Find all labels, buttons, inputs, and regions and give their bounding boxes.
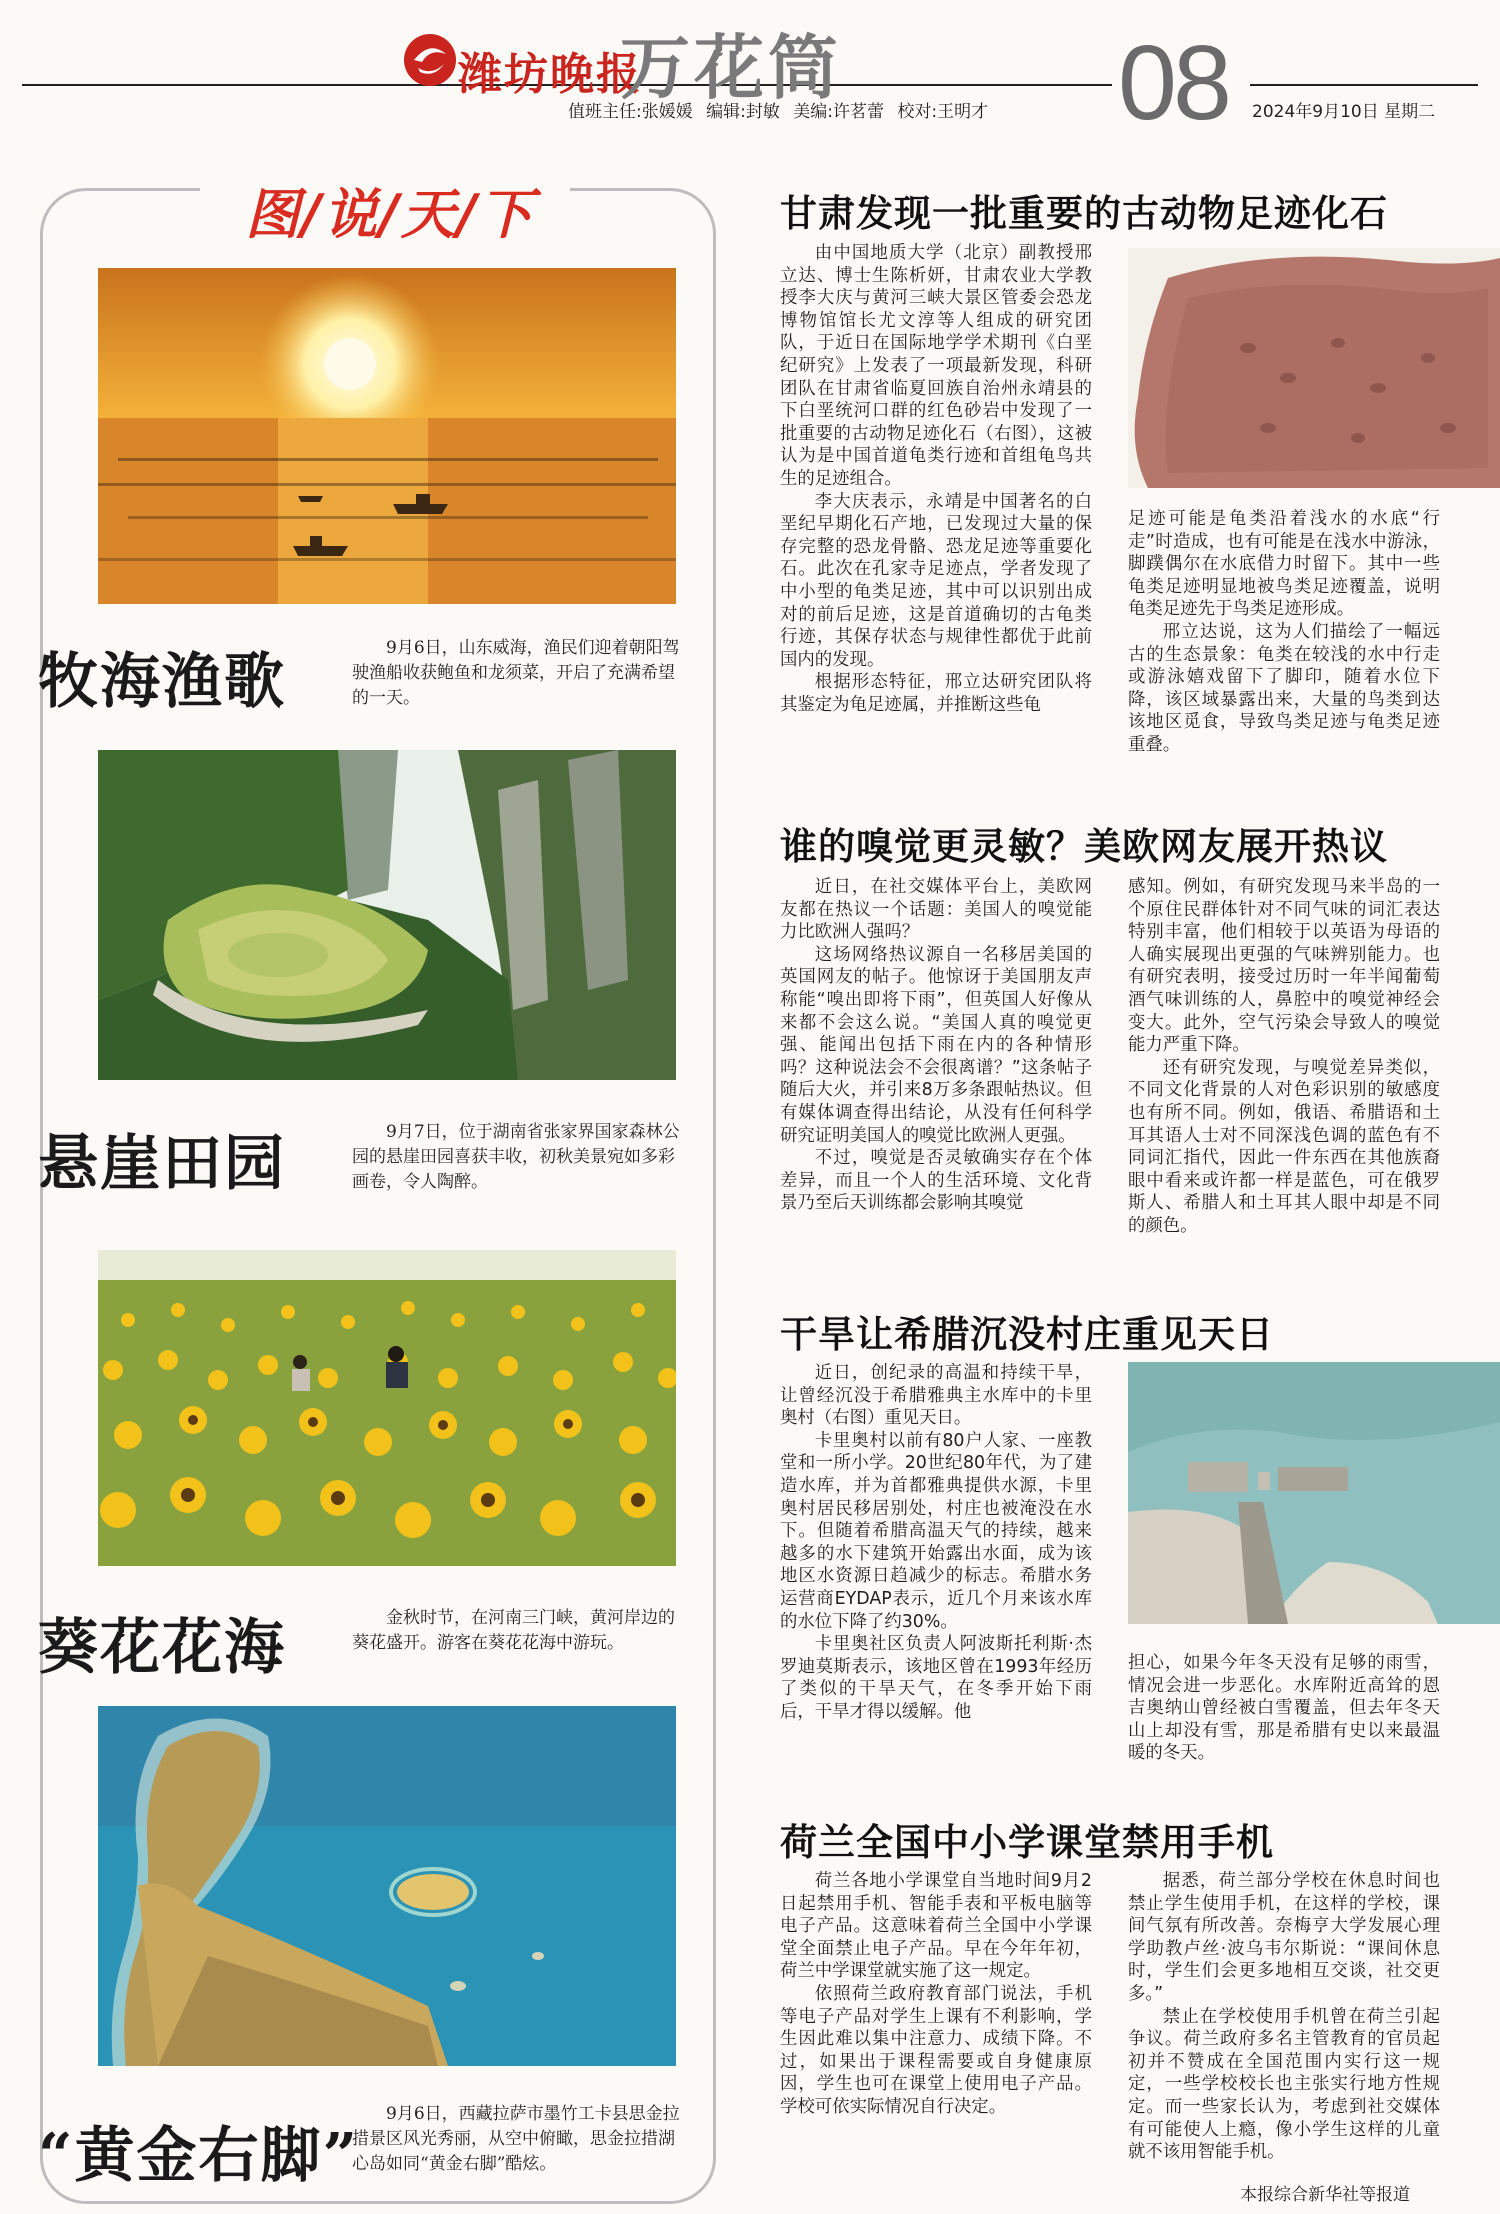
photo-title: 葵花花海 xyxy=(38,1613,286,1683)
paper-name: 潍坊晚报 xyxy=(458,49,642,100)
paragraph: 依照荷兰政府教育部门说法，手机等电子产品对学生上课有不利影响，学生因此难以集中注意力、成绩下降。不过，如果出于课程需要或自身健康原因，学生也可在课堂上使用电子产品。学校可依实际情况自行决定。 xyxy=(780,1983,1092,2117)
article-column xyxy=(1128,1652,1440,1765)
photo-footprint-fossil xyxy=(1128,248,1500,488)
page-number: 08 xyxy=(1118,24,1228,142)
photo-sunflower-field xyxy=(98,1250,676,1566)
article-column xyxy=(780,242,1092,716)
paragraph: 据悉，荷兰部分学校在休息时间也禁止学生使用手机，在这样的学校，课间气氛有所改善。奈梅亨大学发展心理学助教卢丝·波乌韦尔斯说：“课间休息时，学生们会更多地相互交谈，社交更多。” xyxy=(1128,1871,1440,2004)
paper-logo-icon xyxy=(400,30,460,90)
photo-caption: 9月7日，位于湖南省张家界国家森林公园的悬崖田园喜获丰收，初秋美景宛如多彩画卷，令人陶醉。 xyxy=(352,1122,680,1192)
article-column xyxy=(780,1870,1092,2119)
paragraph: 由中国地质大学（北京）副教授邢立达、博士生陈析妍，甘肃农业大学教授李大庆与黄河三峡大景区管委会恐龙博物馆馆长尤文淳等人组成的研究团队，于近日在国际地学学术期刊《白垩纪研究》上发表了一项最新发现，科研团队在甘肃省临夏回族自治州永靖县的下白垩统河口群的红色砂岩中发现了一批重要的古动物足迹化石（右图），这被认为是中国首道龟类行迹和首组龟鸟共生的足迹组合。 xyxy=(780,243,1092,489)
paragraph: 不过，嗅觉是否灵敏确实存在个体差异，而且一个人的生活环境、文化背景乃至后天训练都会影响其嗅觉 xyxy=(780,1148,1092,1214)
photo-title: 牧海渔歌 xyxy=(38,647,286,717)
paragraph: 足迹可能是龟类沿着浅水的水底“行走”时造成，也有可能是在浅水中游泳，脚蹼偶尔在水底借力时留下。其中一些龟类足迹明显地被鸟类足迹覆盖，说明龟类足迹先于鸟类足迹形成。 xyxy=(1128,509,1440,620)
photo-caption: 9月6日，山东威海，渔民们迎着朝阳驾驶渔船收获鲍鱼和龙须菜，开启了充满希望的一天。 xyxy=(352,638,680,708)
paragraph: 感知。例如，有研究发现马来半岛的一个原住民群体针对不同气味的词汇表达特别丰富，他们相较于以英语为母语的人确实展现出更强的气味辨别能力。也有研究表明，接受过历时一年半闻葡萄酒气味训练的人，鼻腔中的嗅觉神经会变大。此外，空气污染会导致人的嗅觉能力严重下降。 xyxy=(1128,877,1440,1056)
paragraph: 李大庆表示，永靖是中国著名的白垩纪早期化石产地，已发现过大量的保存完整的恐龙骨骼、恐龙足迹等重要化石。此次在孔家寺足迹点，学者发现了中小型的龟类足迹，其中可以识别出成对的前后足迹，这是首道确切的古龟类行迹，其保存状态与规律性都优于此前国内的发现。 xyxy=(780,491,1092,670)
paragraph: 近日，在社交媒体平台上，美欧网友都在热议一个话题：美国人的嗅觉能力比欧洲人强吗？ xyxy=(780,877,1092,943)
paragraph: 荷兰各地小学课堂自当地时间9月2日起禁用手机、智能手表和平板电脑等电子产品。这意味着荷兰全国中小学课堂全面禁止电子产品。早在今年年初，荷兰中学课堂就实施了这一规定。 xyxy=(780,1871,1092,1982)
photo-lake-island xyxy=(98,1706,676,2066)
photo-caption: 金秋时节，在河南三门峡，黄河岸边的葵花盛开。游客在葵花花海中游玩。 xyxy=(352,1608,675,1653)
paragraph: 近日，创纪录的高温和持续干旱，让曾经沉没于希腊雅典主水库中的卡里奥村（右图）重见天日。 xyxy=(780,1363,1092,1429)
article-column xyxy=(780,876,1092,1215)
article-title: 干旱让希腊沉没村庄重见天日 xyxy=(780,1313,1274,1356)
article-column xyxy=(780,1362,1092,1724)
article-title: 甘肃发现一批重要的古动物足迹化石 xyxy=(780,192,1388,235)
paragraph: 卡里奥社区负责人阿波斯托利斯·杰罗迪莫斯表示，该地区曾在1993年经历了类似的干旱天气，在冬季开始下雨后，干旱才得以缓解。他 xyxy=(780,1634,1092,1722)
paragraph: 禁止在学校使用手机曾在荷兰引起争议。荷兰政府多名主管教育的官员起初并不赞成在全国范围内实行这一规定，一些学校校长也主张实行地方性规定。而一些家长认为，考虑到社交媒体有可能使人上瘾，像小学生这样的儿童就不该用智能手机。 xyxy=(1128,2006,1440,2163)
source-note: 本报综合新华社等报道 xyxy=(1240,2185,1410,2205)
column-name: 万花筒 xyxy=(620,26,842,109)
section-header: 图/说/天/下 xyxy=(245,183,535,246)
article-column xyxy=(1128,1870,1440,2164)
paragraph: 这场网络热议源自一名移居美国的英国网友的帖子。他惊讶于美国朋友声称能“嗅出即将下雨”，但英国人好像从来都不会这么说。“美国人真的嗅觉更强、能闻出包括下雨在内的各种情形吗？这种说法会不会很离谱？”这条帖子随后大火，并引来8万多条跟帖热议。但有媒体调查得出结论，从没有任何科学研究证明美国人的嗅觉比欧洲人更强。 xyxy=(780,944,1092,1146)
photo-sea-sunrise xyxy=(98,268,676,604)
article-title: 荷兰全国中小学课堂禁用手机 xyxy=(780,1821,1274,1864)
paragraph: 卡里奥村以前有80户人家、一座教堂和一所小学。20世纪80年代，为了建造水库，并为首都雅典提供水源，卡里奥村居民移居别处，村庄也被淹没在水下。但随着希腊高温天气的持续，越来越多的水下建筑开始露出水面，成为该地区水资源日趋减少的标志。希腊水务运营商EYDAP表示，近几个月来该水库的水位下降了约30%。 xyxy=(780,1430,1092,1632)
masthead-top-rule-right xyxy=(1250,84,1478,86)
paragraph: 担心，如果今年冬天没有足够的雨雪，情况会进一步恶化。水库附近高耸的恩吉奥纳山曾经被白雪覆盖，但去年冬天山上却没有雪，那是希腊有史以来最温暖的冬天。 xyxy=(1128,1653,1440,1764)
photo-cliff-fields xyxy=(98,750,676,1080)
photo-submerged-village xyxy=(1128,1362,1500,1624)
issue-date: 2024年9月10日 星期二 xyxy=(1252,102,1436,122)
photo-title: “黄金右脚” xyxy=(38,2121,360,2191)
article-column xyxy=(1128,876,1440,1238)
photo-caption: 9月6日，西藏拉萨市墨竹工卡县思金拉措景区风光秀丽，从空中俯瞰，思金拉措湖心岛如同“黄金右脚”酷炫。 xyxy=(352,2104,680,2174)
article-title: 谁的嗅觉更灵敏？美欧网友展开热议 xyxy=(780,825,1388,868)
paragraph: 还有研究发现，与嗅觉差异类似，不同文化背景的人对色彩识别的敏感度也有所不同。例如，俄语、希腊语和土耳其语人士对不同深浅色调的蓝色有不同词汇指代，因此一件东西在其他族裔眼中看来或许都一样是蓝色，可在俄罗斯人、希腊人和土耳其人眼中却是不同的颜色。 xyxy=(1128,1057,1440,1236)
photo-title: 悬崖田园 xyxy=(38,1129,286,1199)
paragraph: 根据形态特征，邢立达研究团队将其鉴定为龟足迹属，并推断这些龟 xyxy=(780,672,1092,715)
paragraph: 邢立达说，这为人们描绘了一幅远古的生态景象：龟类在较浅的水中行走或游泳嬉戏留下了脚印，随着水位下降，该区域暴露出来，大量的鸟类到达该地区觅食，导致鸟类足迹与龟类足迹重叠。 xyxy=(1128,621,1440,755)
editor-credits: 值班主任:张媛媛 编辑:封敏 美编:许茗蕾 校对:王明才 xyxy=(568,102,989,122)
article-column xyxy=(1128,508,1440,757)
